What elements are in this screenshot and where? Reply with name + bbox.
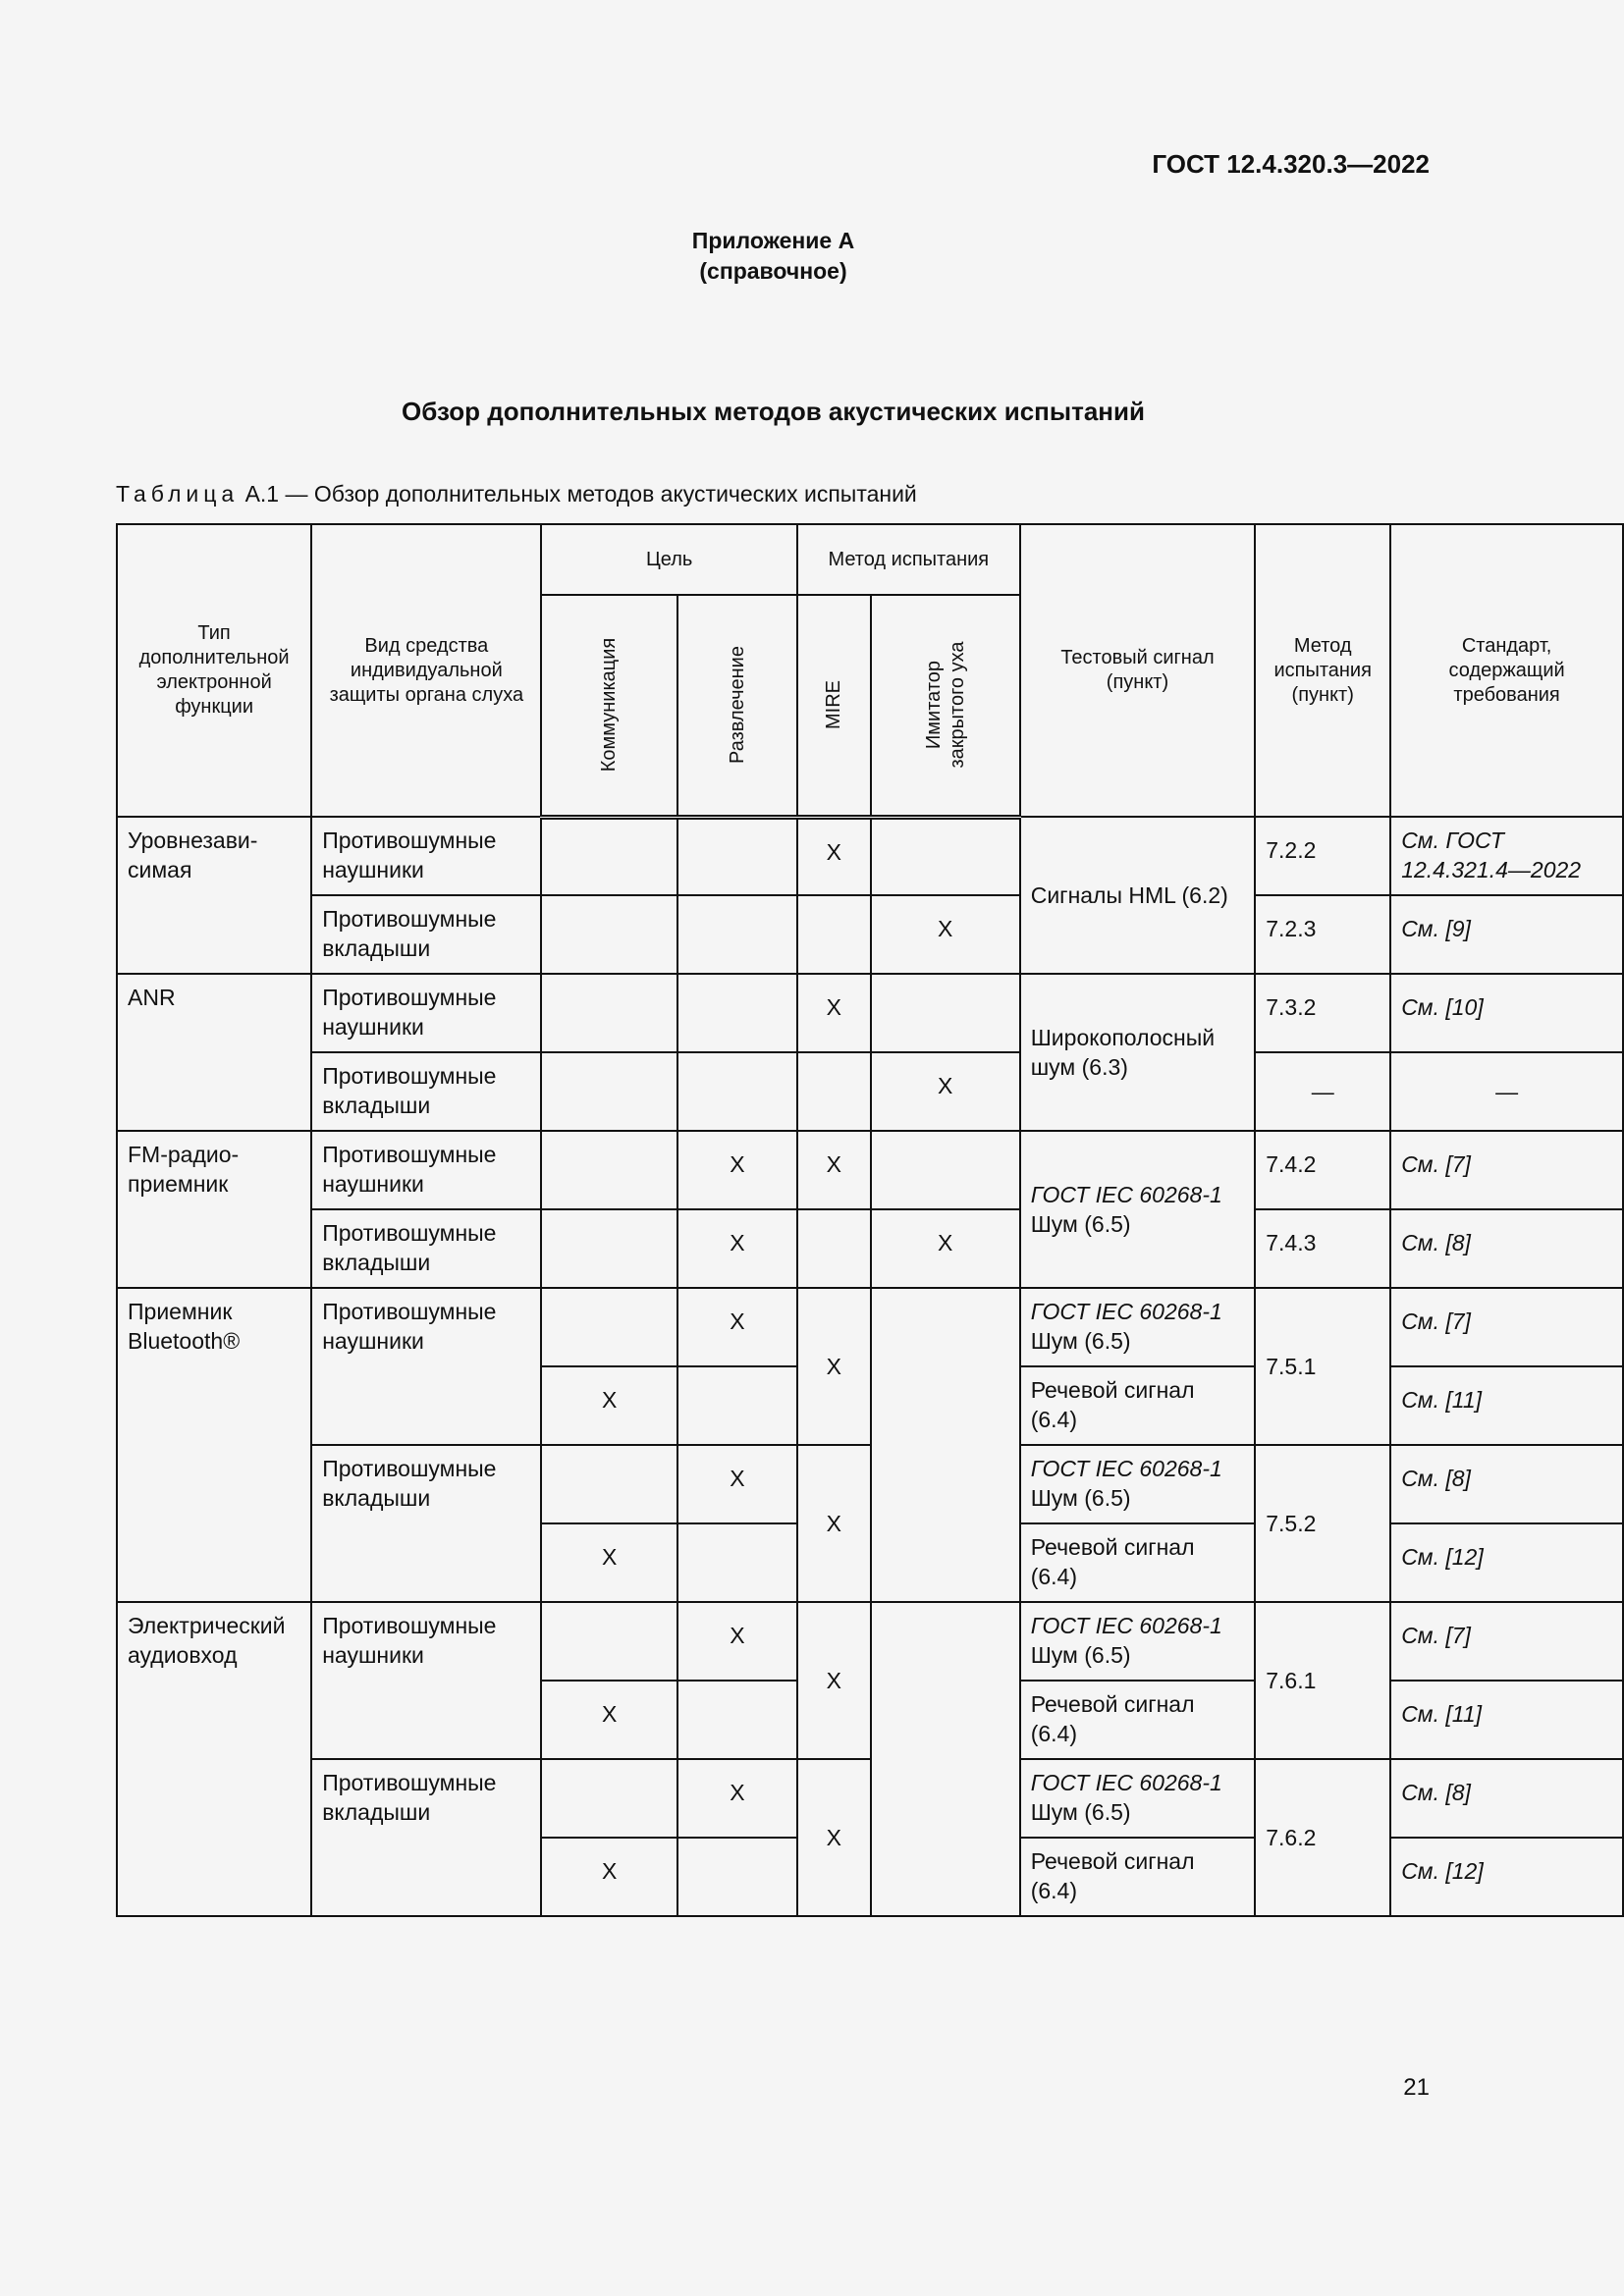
- signal-cell: Речевой сигнал (6.4): [1020, 1366, 1256, 1445]
- header-device: Вид средства индивидуальной защиты органа слуха: [311, 524, 541, 817]
- method-cell: 7.4.2: [1255, 1131, 1390, 1209]
- mark-cell: X: [677, 1759, 797, 1838]
- mark-cell: [871, 1602, 1020, 1916]
- mark-cell: [871, 974, 1020, 1052]
- mark-cell: X: [871, 1052, 1020, 1131]
- device-cell: Противошумные вкладыши: [311, 1445, 541, 1602]
- type-cell: Приемник Bluetooth®: [117, 1288, 311, 1602]
- header-method-simulator: Имитатор закрытого уха: [871, 595, 1020, 817]
- mark-cell: X: [677, 1131, 797, 1209]
- standard-cell: См. [10]: [1390, 974, 1623, 1052]
- header-standard: Стандарт, содержащий требования: [1390, 524, 1623, 817]
- device-cell: Противошумные наушники: [311, 1602, 541, 1759]
- signal-cell: Речевой сигнал (6.4): [1020, 1523, 1256, 1602]
- mark-cell: [871, 817, 1020, 895]
- section-title: Обзор дополнительных методов акустических испытаний: [402, 397, 1145, 426]
- mark-cell: X: [677, 1445, 797, 1523]
- table-row: [117, 1759, 1623, 1838]
- signal-cell: ГОСТ IEC 60268-1 Шум (6.5): [1020, 1602, 1256, 1681]
- mark-cell: [677, 817, 797, 895]
- device-cell: Противошумные наушники: [311, 1288, 541, 1445]
- device-cell: Противошумные наушники: [311, 1131, 541, 1209]
- signal-cell: Речевой сигнал (6.4): [1020, 1838, 1256, 1916]
- mark-cell: [541, 1131, 677, 1209]
- mark-cell: X: [871, 895, 1020, 974]
- mark-cell: [871, 1131, 1020, 1209]
- standard-cell: См. [12]: [1390, 1523, 1623, 1602]
- header-goal-entertainment: Развлечение: [677, 595, 797, 817]
- method-cell: 7.3.2: [1255, 974, 1390, 1052]
- mark-cell: [541, 1288, 677, 1366]
- standard-cell: См. [7]: [1390, 1602, 1623, 1681]
- table-row: [117, 974, 1623, 1052]
- signal-cell: Речевой сигнал (6.4): [1020, 1681, 1256, 1759]
- appendix-subtitle: (справочное): [699, 258, 847, 284]
- method-cell: 7.6.2: [1255, 1759, 1390, 1916]
- mark-cell: [677, 895, 797, 974]
- type-cell: FM-радио-приемник: [117, 1131, 311, 1288]
- table-row: [117, 817, 1623, 895]
- table-row: [117, 1288, 1623, 1366]
- standard-cell: См. [12]: [1390, 1838, 1623, 1916]
- method-cell: 7.5.1: [1255, 1288, 1390, 1445]
- method-cell: 7.4.3: [1255, 1209, 1390, 1288]
- mark-cell: [677, 1052, 797, 1131]
- mark-cell: X: [541, 1681, 677, 1759]
- signal-cell: ГОСТ IEC 60268-1 Шум (6.5): [1020, 1288, 1256, 1366]
- standard-cell: —: [1390, 1052, 1623, 1131]
- standard-cell: См. ГОСТ 12.4.321.4—2022: [1390, 817, 1623, 895]
- header-method-mire: MIRE: [797, 595, 871, 817]
- mark-cell: X: [677, 1209, 797, 1288]
- mark-cell: [541, 974, 677, 1052]
- mark-cell: [797, 1209, 871, 1288]
- mark-cell: [677, 1366, 797, 1445]
- table-row: [117, 1131, 1623, 1209]
- type-cell: Электрический аудиовход: [117, 1602, 311, 1916]
- standard-cell: См. [7]: [1390, 1288, 1623, 1366]
- acoustic-methods-table: [116, 523, 1624, 1917]
- mark-cell: [677, 1838, 797, 1916]
- mark-cell: X: [797, 974, 871, 1052]
- mark-cell: X: [677, 1288, 797, 1366]
- standard-cell: См. [8]: [1390, 1445, 1623, 1523]
- mark-cell: [797, 895, 871, 974]
- header-signal: Тестовый сигнал (пункт): [1020, 524, 1256, 817]
- device-cell: Противошумные вкладыши: [311, 1209, 541, 1288]
- method-cell: 7.6.1: [1255, 1602, 1390, 1759]
- type-cell: ANR: [117, 974, 311, 1131]
- table-row: [117, 1602, 1623, 1681]
- mark-cell: [677, 974, 797, 1052]
- standard-cell: См. [8]: [1390, 1209, 1623, 1288]
- table-caption: [116, 481, 917, 507]
- table-row: [117, 1445, 1623, 1523]
- mark-cell: [541, 817, 677, 895]
- method-cell: 7.2.3: [1255, 895, 1390, 974]
- header-goal: Цель: [541, 524, 796, 595]
- standard-cell: См. [11]: [1390, 1366, 1623, 1445]
- mark-cell: X: [677, 1602, 797, 1681]
- mark-cell: X: [871, 1209, 1020, 1288]
- device-cell: Противошумные наушники: [311, 817, 541, 895]
- page-number: 21: [1403, 2074, 1430, 2101]
- signal-cell: ГОСТ IEC 60268-1 Шум (6.5): [1020, 1759, 1256, 1838]
- mark-cell: X: [797, 1288, 871, 1445]
- mark-cell: X: [541, 1523, 677, 1602]
- appendix-title: Приложение А: [691, 228, 855, 253]
- standard-cell: См. [9]: [1390, 895, 1623, 974]
- method-cell: —: [1255, 1052, 1390, 1131]
- standard-cell: См. [8]: [1390, 1759, 1623, 1838]
- mark-cell: X: [797, 1445, 871, 1602]
- method-cell: 7.5.2: [1255, 1445, 1390, 1602]
- signal-cell: ГОСТ IEC 60268-1 Шум (6.5): [1020, 1445, 1256, 1523]
- mark-cell: [541, 1759, 677, 1838]
- mark-cell: X: [541, 1366, 677, 1445]
- mark-cell: [677, 1681, 797, 1759]
- type-cell: Уровнезави-симая: [117, 817, 311, 974]
- table-row: [117, 895, 1623, 974]
- header-method: Метод испытания: [797, 524, 1020, 595]
- header-type: Тип дополнительной электронной функции: [117, 524, 311, 817]
- header-test-method: Метод испытания (пункт): [1255, 524, 1390, 817]
- signal-cell: Сигналы HML (6.2): [1020, 817, 1256, 974]
- mark-cell: [677, 1523, 797, 1602]
- mark-cell: X: [797, 1131, 871, 1209]
- mark-cell: [541, 1209, 677, 1288]
- mark-cell: [541, 1445, 677, 1523]
- device-cell: Противошумные вкладыши: [311, 895, 541, 974]
- device-cell: Противошумные вкладыши: [311, 1759, 541, 1916]
- mark-cell: X: [541, 1838, 677, 1916]
- mark-cell: [797, 1052, 871, 1131]
- signal-cell: ГОСТ IEC 60268-1 Шум (6.5): [1020, 1131, 1256, 1288]
- table-caption-text: А.1 — Обзор дополнительных методов акустических испытаний: [239, 481, 917, 507]
- table-row: [117, 1209, 1623, 1288]
- header-goal-communication: Коммуникация: [541, 595, 677, 817]
- method-cell: 7.2.2: [1255, 817, 1390, 895]
- table-row: [117, 1052, 1623, 1131]
- standard-cell: См. [11]: [1390, 1681, 1623, 1759]
- document-code: ГОСТ 12.4.320.3—2022: [1152, 149, 1430, 179]
- mark-cell: [541, 1602, 677, 1681]
- standard-cell: См. [7]: [1390, 1131, 1623, 1209]
- device-cell: Противошумные наушники: [311, 974, 541, 1052]
- mark-cell: X: [797, 817, 871, 895]
- signal-cell: Широкополосный шум (6.3): [1020, 974, 1256, 1131]
- mark-cell: [871, 1288, 1020, 1602]
- mark-cell: X: [797, 1602, 871, 1759]
- mark-cell: [541, 1052, 677, 1131]
- mark-cell: X: [797, 1759, 871, 1916]
- table-caption-label: Таблица: [116, 481, 240, 507]
- mark-cell: [541, 895, 677, 974]
- device-cell: Противошумные вкладыши: [311, 1052, 541, 1131]
